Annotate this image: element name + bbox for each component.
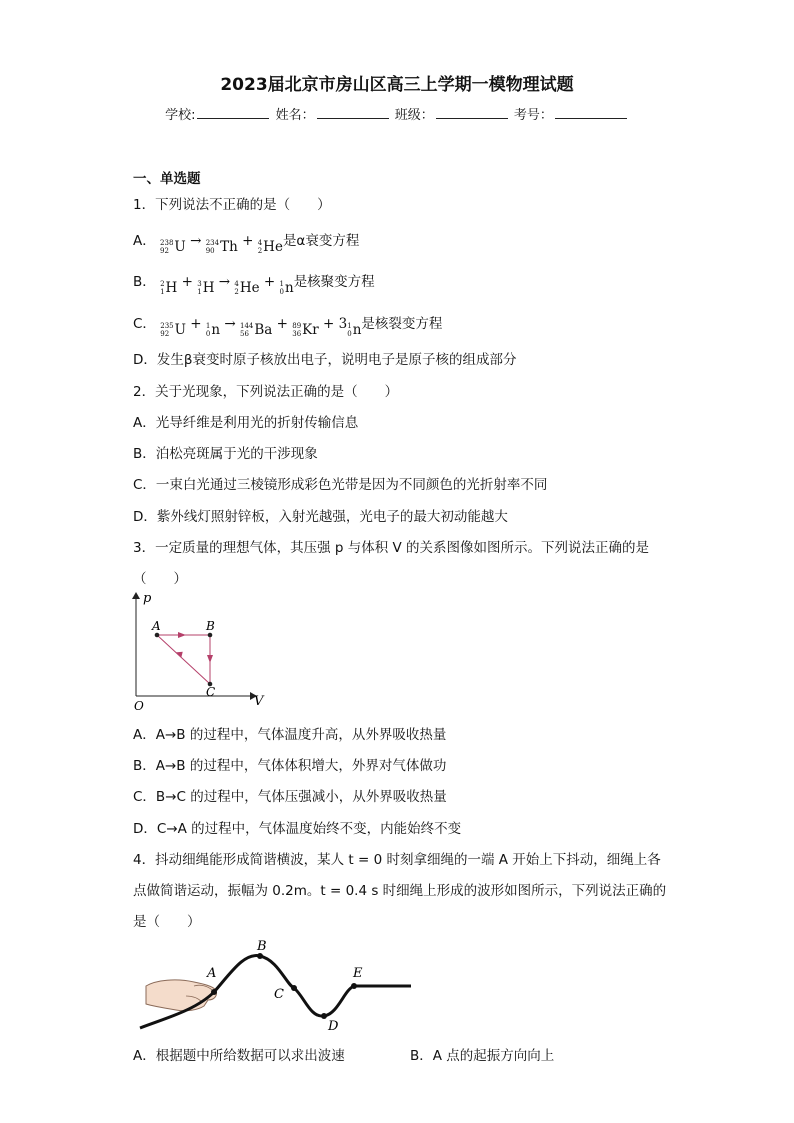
point-a	[155, 633, 160, 638]
class-blank[interactable]	[436, 106, 508, 119]
nuclide-n1-c: 1 0 n	[205, 322, 221, 338]
q1-option-c[interactable]: C． 235 92 U + 1 0 n → 144 56 Ba + 89 36 Kr + 3 1 0 n 是核裂变方程	[133, 316, 443, 338]
wave-figure	[136, 936, 416, 1036]
q3-option-c[interactable]: C．B→C 的过程中，气体压强减小，从外界吸收热量	[133, 789, 447, 805]
nuclide-u235: 235 92 U	[160, 322, 186, 338]
q2-option-b[interactable]: B．泊松亮斑属于光的干涉现象	[133, 446, 318, 462]
nuclide-th234: 234 90 Th	[205, 239, 238, 255]
section-heading: 一、单选题	[133, 171, 201, 187]
school-blank[interactable]	[197, 106, 269, 119]
p-axis-label: p	[143, 591, 152, 606]
wave-point-c	[291, 985, 297, 991]
origin-label: O	[134, 699, 144, 713]
q2-stem: 2．关于光现象，下列说法正确的是（ ）	[133, 384, 399, 400]
nuclide-he4: 4 2 He	[257, 239, 283, 255]
wave-point-a	[211, 989, 217, 995]
q4-option-a[interactable]: A．根据题中所给数据可以求出波速	[133, 1048, 345, 1064]
wave-label-c: C	[274, 987, 284, 1002]
wave-point-d	[321, 1013, 327, 1019]
nuclide-ba144: 144 56 Ba	[239, 322, 273, 338]
wave-label-a: A	[207, 966, 217, 981]
id-label: 考号：	[513, 108, 553, 123]
label-c: C	[206, 685, 216, 699]
nuclide-h3: 3 1 H	[197, 280, 215, 296]
nuclide-u238: 238 92 U	[160, 239, 186, 255]
q3-option-a[interactable]: A．A→B 的过程中，气体温度升高，从外界吸收热量	[133, 727, 447, 743]
segment-ca	[157, 635, 210, 684]
name-blank[interactable]	[317, 106, 389, 119]
nuclide-n1-c2: 1 0 n	[347, 322, 362, 338]
nuclide-kr89: 89 36 Kr	[292, 322, 319, 338]
q4-stem-line3: 是（ ）	[133, 914, 201, 930]
q3-option-b[interactable]: B．A→B 的过程中，气体体积增大，外界对气体做功	[133, 758, 447, 774]
q1-option-a[interactable]: A． 238 92 U → 234 90 Th + 4 2 He 是α衰变方程	[133, 233, 360, 255]
q1-stem: 1．下列说法不正确的是（ ）	[133, 197, 331, 213]
q4-option-b[interactable]: B．A 点的起振方向向上	[410, 1048, 555, 1064]
arrow-ab	[178, 632, 186, 638]
wave-point-e	[351, 983, 357, 989]
point-b	[208, 633, 213, 638]
arrow-ca	[176, 652, 183, 659]
student-info-row	[0, 104, 794, 123]
q4-stem-line1: 4．抖动细绳能形成简谐横波，某人 t = 0 时刻拿细绳的一端 A 开始上下抖动，细绳上各	[133, 852, 661, 868]
wave-label-d: D	[328, 1019, 339, 1034]
q2-option-c[interactable]: C．一束白光通过三棱镜形成彩色光带是因为不同颜色的光折射率不同	[133, 477, 548, 493]
q1-option-b[interactable]: B． 2 1 H + 3 1 H → 4 2 He + 1 0 n 是核聚变方程	[133, 274, 375, 296]
wave-label-b: B	[257, 939, 267, 954]
q3-option-d[interactable]: D．C→A 的过程中，气体温度始终不变，内能始终不变	[133, 821, 462, 837]
label-a: A	[152, 619, 161, 633]
page-title: 2023届北京市房山区高三上学期一模物理试题	[220, 75, 574, 95]
hand-icon	[146, 980, 217, 1011]
wave-label-e: E	[353, 966, 363, 981]
label-b: B	[206, 619, 215, 633]
nuclide-n1-b: 1 0 n	[279, 280, 294, 296]
name-label: 姓名：	[275, 108, 315, 123]
q3-stem-line1: 3．一定质量的理想气体，其压强 p 与体积 V 的关系图像如图所示。下列说法正确的是	[133, 540, 650, 556]
q4-stem-line2: 点做简谐运动，振幅为 0.2m。t = 0.4 s 时细绳上形成的波形如图所示，下列说法正确的	[133, 883, 667, 899]
q2-option-d[interactable]: D．紫外线灯照射锌板，入射光越强，光电子的最大初动能越大	[133, 509, 508, 525]
q1-option-d[interactable]: D．发生β衰变时原子核放出电子，说明电子是原子核的组成部分	[133, 352, 517, 368]
school-label: 学校:	[165, 108, 196, 123]
v-axis-label: V	[254, 694, 264, 709]
nuclide-he4-b: 4 2 He	[234, 280, 260, 296]
class-label: 班级：	[394, 108, 434, 123]
q3-stem-line2: （ ）	[133, 571, 187, 587]
pv-graph	[128, 588, 268, 713]
nuclide-h2: 2 1 H	[160, 280, 178, 296]
q2-option-a[interactable]: A．光导纤维是利用光的折射传输信息	[133, 415, 359, 431]
id-blank[interactable]	[555, 106, 627, 119]
arrow-bc	[207, 655, 213, 663]
